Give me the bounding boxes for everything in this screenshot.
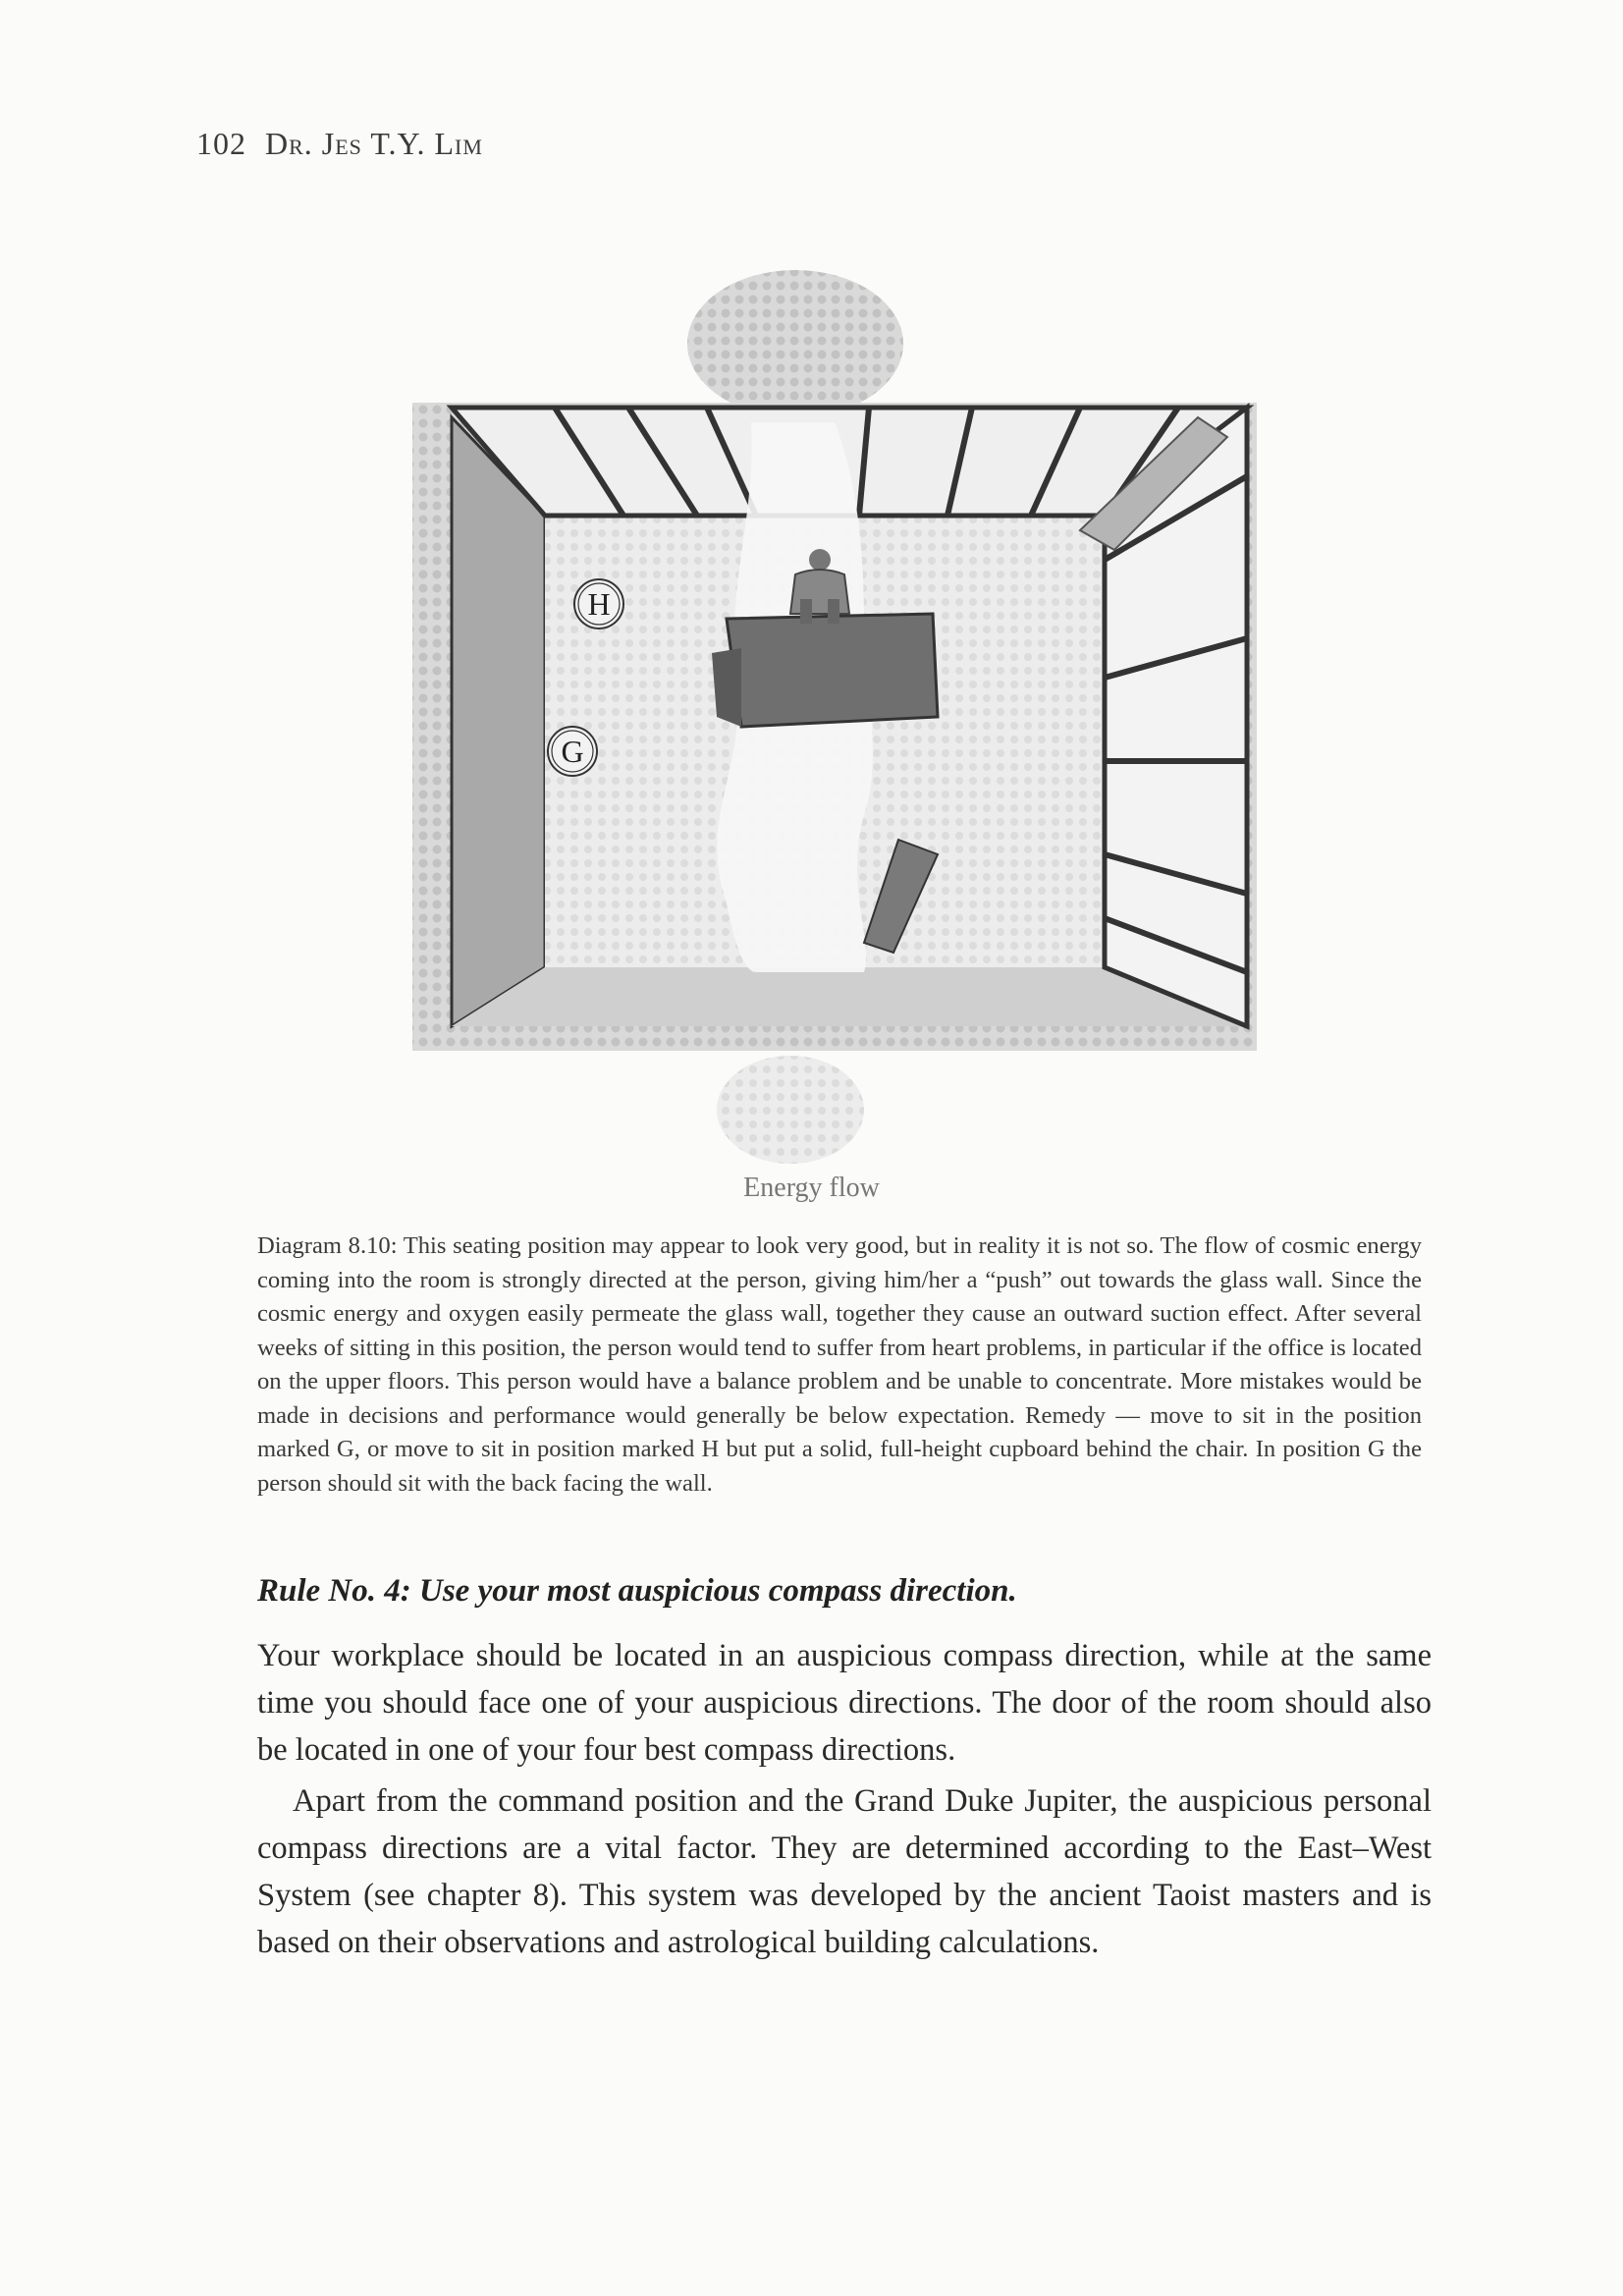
marker-h-label: H (587, 586, 611, 622)
paragraph: Your workplace should be located in an auspicious compass direction, while at the same time you should face one of your auspicious directions. The door of the room should also be located in one of your four best compass directions. (257, 1638, 1432, 1768)
energy-flow-label: Energy flow (743, 1173, 880, 1203)
desk (727, 614, 938, 727)
marker-g-label: G (561, 734, 584, 769)
paragraph: Apart from the command position and the Grand Duke Jupiter, the auspicious personal compass directions are a vital factor. They are determined according to the East–West System (see chapter 8). This system was developed by the ancient Taoist masters and is based on their observations and astrological building calculations. (257, 1783, 1432, 1960)
marker-h (574, 579, 623, 629)
body-text (257, 1632, 1432, 1970)
energy-flow-bottom (717, 1056, 864, 1164)
page-number: 102 (196, 126, 246, 161)
office-diagram (403, 265, 1267, 1169)
left-wall (452, 417, 545, 1026)
author-name: Dr. Jes T.Y. Lim (265, 126, 483, 161)
energy-flow-top (687, 270, 903, 417)
rule-heading: Rule No. 4: Use your most auspicious compass direction. (257, 1573, 1017, 1609)
diagram-caption: Diagram 8.10: This seating position may appear to look very good, but in reality it is not so. The flow of cosmic energy coming into the room is strongly directed at the person, giving him/her a “push” out towards the glass wall. Since the cosmic energy and oxygen easily permeate the glass wall, together they cause an outward suction effect. After several weeks of sitting in this position, the person would tend to suffer from heart problems, in particular if the office is located on the upper floors. This person would have a balance problem and be unable to concentrate. More mistakes would be made in decisions and performance would generally be below expectation. Remedy — move to sit in the position marked G, or move to sit in position marked H but put a solid, full-height cupboard behind the chair. In position G the person should sit with the back facing the wall. (257, 1232, 1422, 1497)
running-head (196, 126, 483, 162)
marker-g (548, 727, 597, 776)
